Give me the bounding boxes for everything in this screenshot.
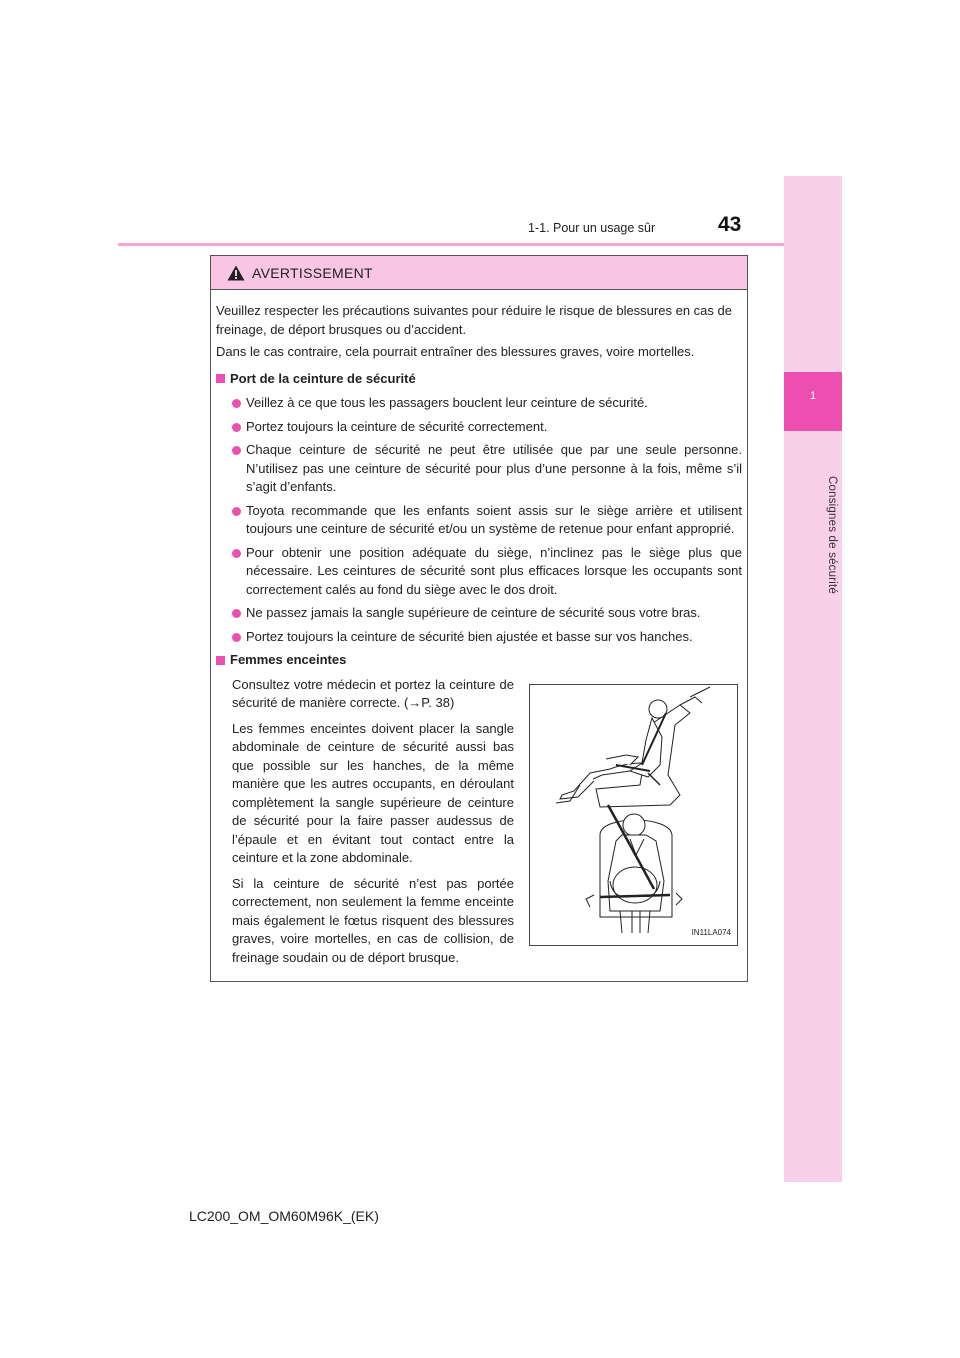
round-bullet-icon xyxy=(232,423,241,432)
heading-pregnant-text: Femmes enceintes xyxy=(230,652,347,667)
list-item-text: Veillez à ce que tous les passagers bouclent leur ceinture de sécurité. xyxy=(246,395,648,410)
page-number: 43 xyxy=(718,213,742,236)
list-item-text: Ne passez jamais la sangle supérieure de ceinture de sécurité sous votre bras. xyxy=(246,605,701,620)
heading-pregnant xyxy=(216,651,742,670)
warning-header xyxy=(211,256,747,290)
section-title: 1-1. Pour un usage sûr xyxy=(528,221,656,235)
warning-intro-2: Dans le cas contraire, cela pourrait entraîner des blessures graves, voire mortelles. xyxy=(216,344,695,359)
round-bullet-icon xyxy=(232,446,241,455)
pregnant-seatbelt-illustration xyxy=(529,684,738,946)
warning-triangle-icon xyxy=(227,265,245,281)
list-item xyxy=(216,604,742,623)
round-bullet-icon xyxy=(232,609,241,618)
figure-code: IN11LA074 xyxy=(691,928,731,937)
chapter-label: Consignes de sécurité xyxy=(826,476,838,594)
round-bullet-icon xyxy=(232,633,241,642)
chapter-number: 1 xyxy=(809,390,817,402)
pregnant-paragraph: Les femmes enceintes doivent placer la sangle abdominale de ceinture de sécurité aussi bas que possible sur les hanches, de la même manière que les autres occupants, en déroulant complètement la sangle supérieure de ceinture de sécurité pour la faire passer audessus de l’épaule et en évitant tout contact entre la ceinture et la zone abdominale. xyxy=(232,720,514,865)
list-item xyxy=(216,628,742,647)
chapter-side-tab xyxy=(784,176,842,1182)
list-item xyxy=(216,394,742,413)
header-rule xyxy=(118,243,784,246)
document-id: LC200_OM_OM60M96K_(EK) xyxy=(189,1208,379,1224)
list-item-text: Toyota recommande que les enfants soient assis sur le siège arrière et utilisent toujours une ceinture de sécurité et/ou un système de retenue pour enfant approprié. xyxy=(246,502,742,536)
round-bullet-icon xyxy=(232,549,241,558)
list-item xyxy=(216,441,742,497)
seatbelt-illustration-icon xyxy=(530,685,737,945)
round-bullet-icon xyxy=(232,507,241,516)
list-item-text: Portez toujours la ceinture de sécurité bien ajustée et basse sur vos hanches. xyxy=(246,628,693,644)
square-bullet-icon xyxy=(216,374,225,383)
list-item-text: Chaque ceinture de sécurité ne peut être utilisée que par une seule personne. N’utilisez pas une ceinture de sécurité pour plus d’une personne à la fois, même s’il s’agit d’enfants. xyxy=(246,442,742,494)
warning-intro-1: Veuillez respecter les précautions suivantes pour réduire le risque de blessures en cas de freinage, de déport brusques ou d’accident. xyxy=(216,303,732,337)
list-item xyxy=(216,544,742,600)
list-item-text: Pour obtenir une position adéquate du siège, n’inclinez pas le siège plus que nécessaire. Les ceintures de sécurité sont plus efficaces lorsque les occupants sont correctement calés au fond du siège avec le dos droit. xyxy=(246,544,742,597)
warning-box xyxy=(210,255,748,982)
square-bullet-icon xyxy=(216,656,225,665)
list-item xyxy=(216,502,742,539)
heading-seatbelt xyxy=(216,370,742,389)
pregnant-paragraph: Consultez votre médecin et portez la ceinture de sécurité de manière correcte. (→P. 38) xyxy=(232,676,514,710)
list-item-text: Portez toujours la ceinture de sécurité correctement. xyxy=(246,418,548,434)
pregnant-paragraph: Si la ceinture de sécurité n’est pas portée correctement, non seulement la femme enceinte mais également le fœtus risquent des blessures graves, voire mortelles, en cas de collision, de freinage soudain ou de déport brusque. xyxy=(232,875,514,965)
heading-seatbelt-text: Port de la ceinture de sécurité xyxy=(230,370,416,386)
warning-title: AVERTISSEMENT xyxy=(252,264,373,281)
round-bullet-icon xyxy=(232,399,241,408)
pregnant-text xyxy=(232,676,514,975)
list-item xyxy=(216,418,742,437)
warning-body xyxy=(211,290,747,965)
